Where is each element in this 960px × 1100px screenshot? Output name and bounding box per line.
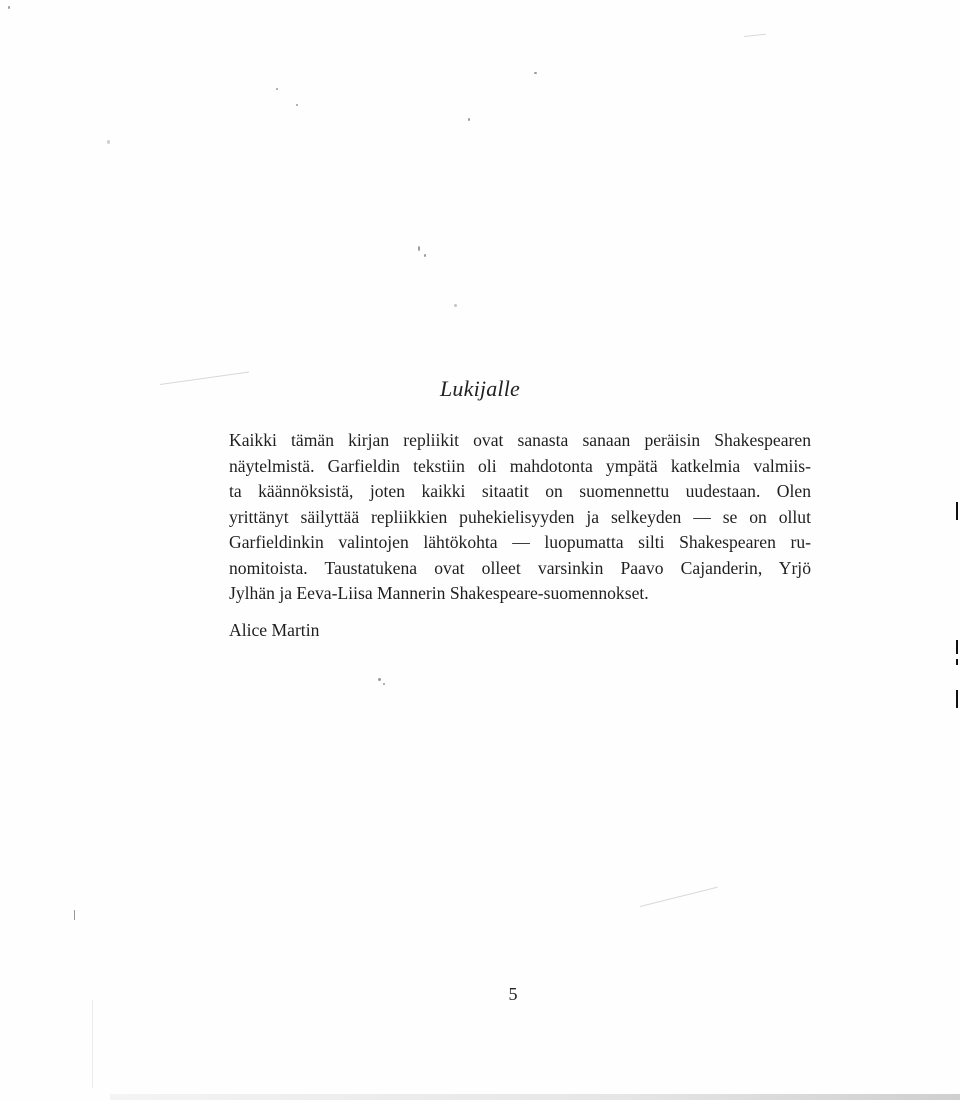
- scan-edge-mark: [956, 502, 958, 520]
- paragraph-line: näytelmistä. Garfieldin tekstiin oli mahdotonta ympätä katkelmia valmiis-: [229, 455, 811, 476]
- paragraph-line: nomitoista. Taustatukena ovat olleet varsinkin Paavo Cajanderin, Yrjö: [229, 557, 811, 578]
- scan-edge-mark: [956, 690, 958, 708]
- scan-speck: [276, 88, 278, 90]
- paragraph-line: ta käännöksistä, joten kaikki sitaatit on suomennettu uudestaan. Olen: [229, 481, 811, 501]
- paragraph-line: Jylhän ja Eeva-Liisa Mannerin Shakespeare-suomennokset.: [229, 583, 649, 603]
- paragraph-line: Garfieldinkin valintojen lähtökohta — luopumatta silti Shakespearen ru-: [229, 532, 811, 552]
- scan-speck: [468, 118, 470, 121]
- scan-streak: [640, 887, 718, 907]
- foreword-paragraph: [229, 428, 811, 607]
- scan-speck: [418, 246, 420, 251]
- scan-speck: [296, 104, 298, 106]
- paragraph-line: Kaikki tämän kirjan repliikit ovat sanasta sanaan peräisin Shakespearen: [229, 430, 811, 450]
- scan-speck: [74, 910, 75, 920]
- scan-speck: [454, 304, 457, 307]
- scan-speck: [92, 1000, 93, 1088]
- page-number: 5: [508, 984, 518, 1004]
- page-title: Lukijalle: [439, 376, 520, 401]
- scan-edge-mark: [956, 640, 958, 654]
- scan-speck: [107, 140, 110, 144]
- scan-speck: [424, 254, 426, 257]
- scan-speck: [378, 678, 381, 681]
- scan-streak: [744, 34, 766, 37]
- scan-speck: [534, 72, 537, 74]
- scan-edge-mark: [956, 659, 958, 665]
- author-signature: Alice Martin: [229, 620, 320, 640]
- scan-speck: [383, 683, 385, 685]
- scan-bottom-edge: [110, 1094, 960, 1100]
- paragraph-line: yrittänyt säilyttää repliikkien puhekielisyyden ja selkeyden — se on ollut: [229, 506, 811, 527]
- scan-speck: [8, 6, 10, 9]
